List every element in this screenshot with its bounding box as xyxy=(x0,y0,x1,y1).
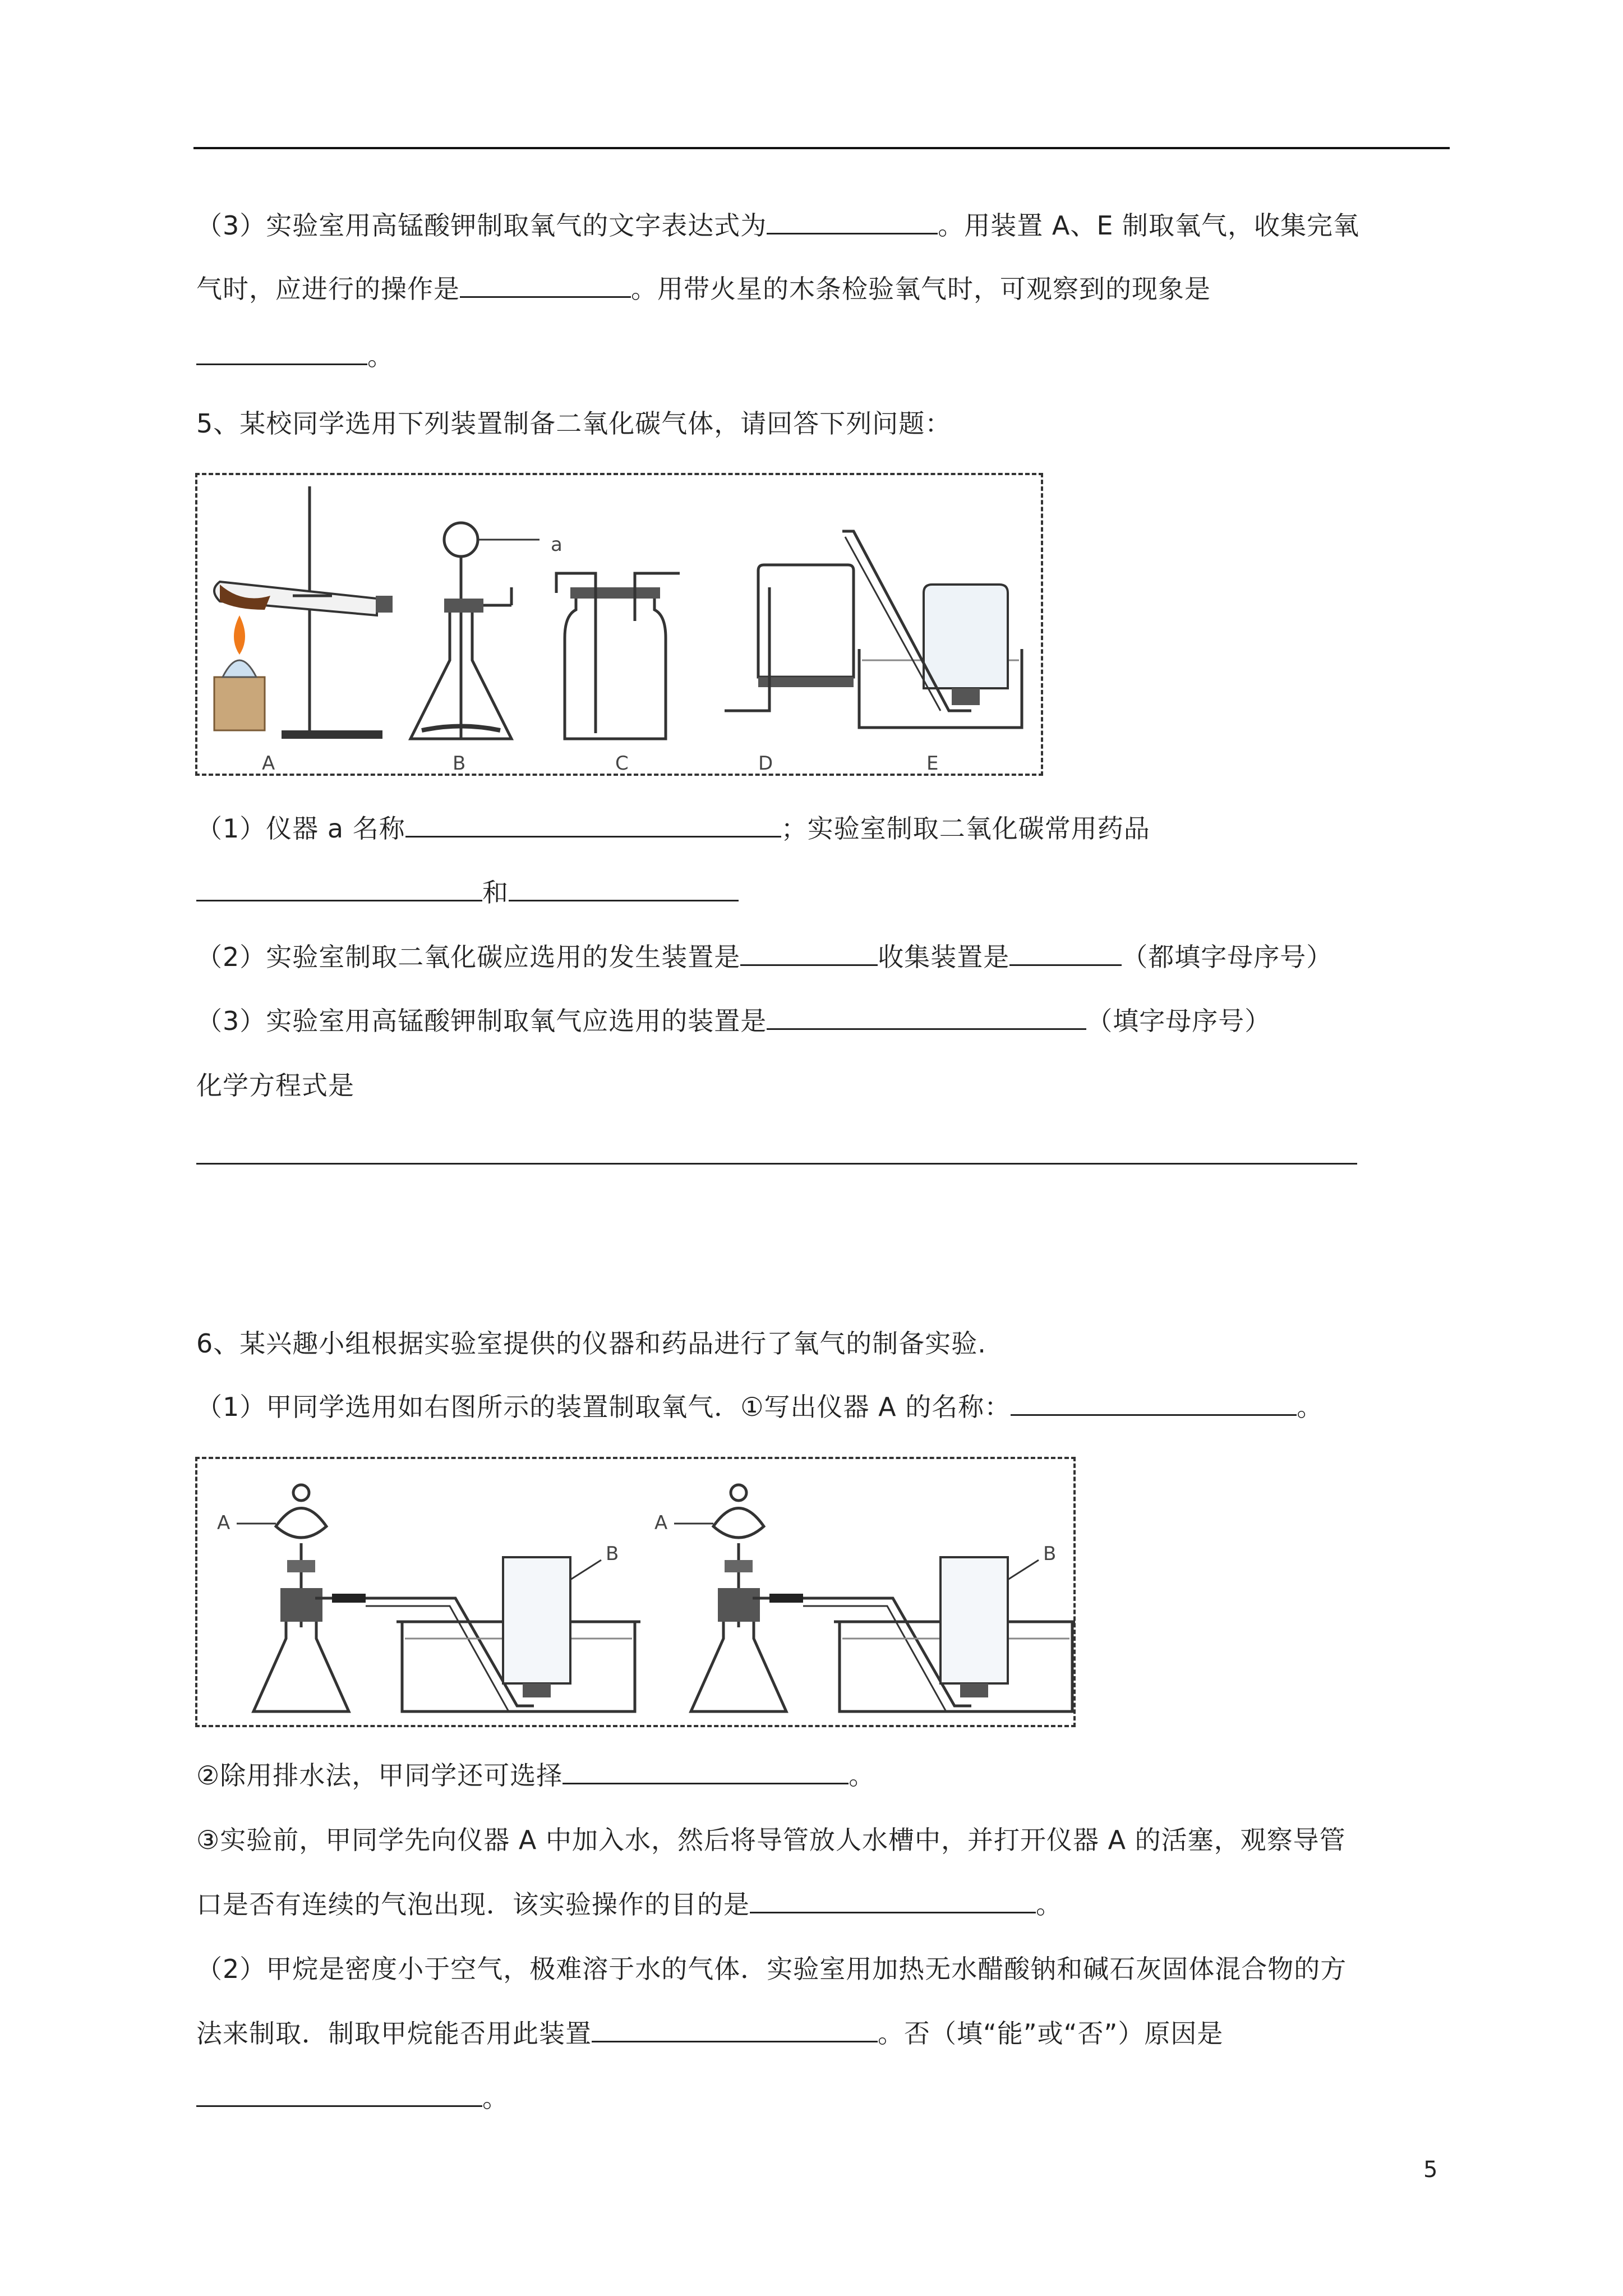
q5-part1-line1: （1）仪器 a 名称 ；实验室制取二氧化碳常用药品 xyxy=(196,813,1150,844)
figure-label-e: E xyxy=(926,752,939,775)
oxygen-setup-drawing xyxy=(197,1459,1078,1729)
q6-title: 6、某兴趣小组根据实验室提供的仪器和药品进行了氧气的制备实验. xyxy=(196,1328,986,1359)
pointer-label-a: a xyxy=(551,533,562,556)
setup-left xyxy=(217,1485,640,1711)
q5-part3: （3）实验室用高锰酸钾制取氧气应选用的装置是 （填字母序号） xyxy=(196,1006,1271,1036)
q6-step2: ②除用排水法，甲同学还可选择 。 xyxy=(196,1760,875,1791)
answer-blank[interactable] xyxy=(562,1760,849,1784)
answer-blank[interactable] xyxy=(460,274,631,298)
q4-part3-line3: 。 xyxy=(196,339,394,373)
q6-part2-line1: （2）甲烷是密度小于空气，极难溶于水的气体．实验室用加热无水醋酸钠和碱石灰固体混合物的方 xyxy=(196,1954,1347,1984)
q5-formula-line xyxy=(196,1139,1357,1172)
answer-blank[interactable] xyxy=(196,877,482,901)
q5-apparatus-figure xyxy=(195,473,1043,776)
apparatus-b xyxy=(411,523,540,739)
apparatus-e xyxy=(842,531,1022,728)
apparatus-c xyxy=(556,573,680,739)
answer-blank[interactable] xyxy=(592,2018,878,2042)
q5-part2: （2）实验室制取二氧化碳应选用的发生装置是 收集装置是 （都填字母序号） xyxy=(196,942,1333,972)
answer-blank[interactable] xyxy=(196,2083,482,2107)
q5-formula-label: 化学方程式是 xyxy=(196,1070,354,1101)
answer-blank[interactable] xyxy=(767,210,938,234)
figure-label-a: A xyxy=(262,752,275,775)
figure-label-c: C xyxy=(615,752,629,775)
label-a-right: A xyxy=(654,1512,668,1534)
q6-part2-line2: 法来制取．制取甲烷能否用此装置 。否（填“能”或“否”）原因是 xyxy=(196,2018,1224,2049)
q5-part1-line2: 和 xyxy=(196,876,739,909)
answer-blank[interactable] xyxy=(405,813,781,838)
page-number: 5 xyxy=(1423,2157,1438,2183)
apparatus-d xyxy=(725,565,854,711)
answer-blank[interactable] xyxy=(750,1889,1036,1913)
q4-part3-line1: （3）实验室用高锰酸钾制取氧气的文字表达式为 。用装置 A、E 制取氧气，收集完氧 xyxy=(196,210,1360,241)
figure-label-d: D xyxy=(758,752,773,775)
setup-right xyxy=(654,1485,1075,1711)
figure-label-b: B xyxy=(453,752,466,775)
apparatus-drawing xyxy=(197,475,1045,778)
answer-blank[interactable] xyxy=(1009,942,1122,966)
q6-part1: （1）甲同学选用如右图所示的装置制取氧气．①写出仪器 A 的名称： 。 xyxy=(196,1392,1324,1422)
label-b-left: B xyxy=(606,1543,619,1565)
answer-blank[interactable] xyxy=(740,942,878,966)
answer-blank[interactable] xyxy=(196,1140,1357,1165)
q4-part3-line2: 气时，应进行的操作是 。用带火星的木条检验氧气时，可观察到的现象是 xyxy=(196,274,1211,304)
header-rule xyxy=(193,147,1450,149)
answer-blank[interactable] xyxy=(196,341,367,365)
answer-blank[interactable] xyxy=(767,1006,1086,1030)
q6-apparatus-figure xyxy=(195,1457,1076,1727)
answer-blank[interactable] xyxy=(509,877,739,901)
label-a-left: A xyxy=(217,1512,230,1534)
q6-step3-line2: 口是否有连续的气泡出现．该实验操作的目的是 。 xyxy=(196,1889,1062,1920)
answer-blank[interactable] xyxy=(1011,1392,1297,1416)
label-b-right: B xyxy=(1043,1543,1057,1565)
q6-step3-line1: ③实验前，甲同学先向仪器 A 中加入水，然后将导管放人水槽中，并打开仪器 A 的活塞，观察导管 xyxy=(196,1825,1346,1855)
apparatus-a xyxy=(214,486,393,739)
q5-title: 5、某校同学选用下列装置制备二氧化碳气体，请回答下列问题： xyxy=(196,408,952,439)
q6-part2-line3: 。 xyxy=(196,2081,509,2115)
